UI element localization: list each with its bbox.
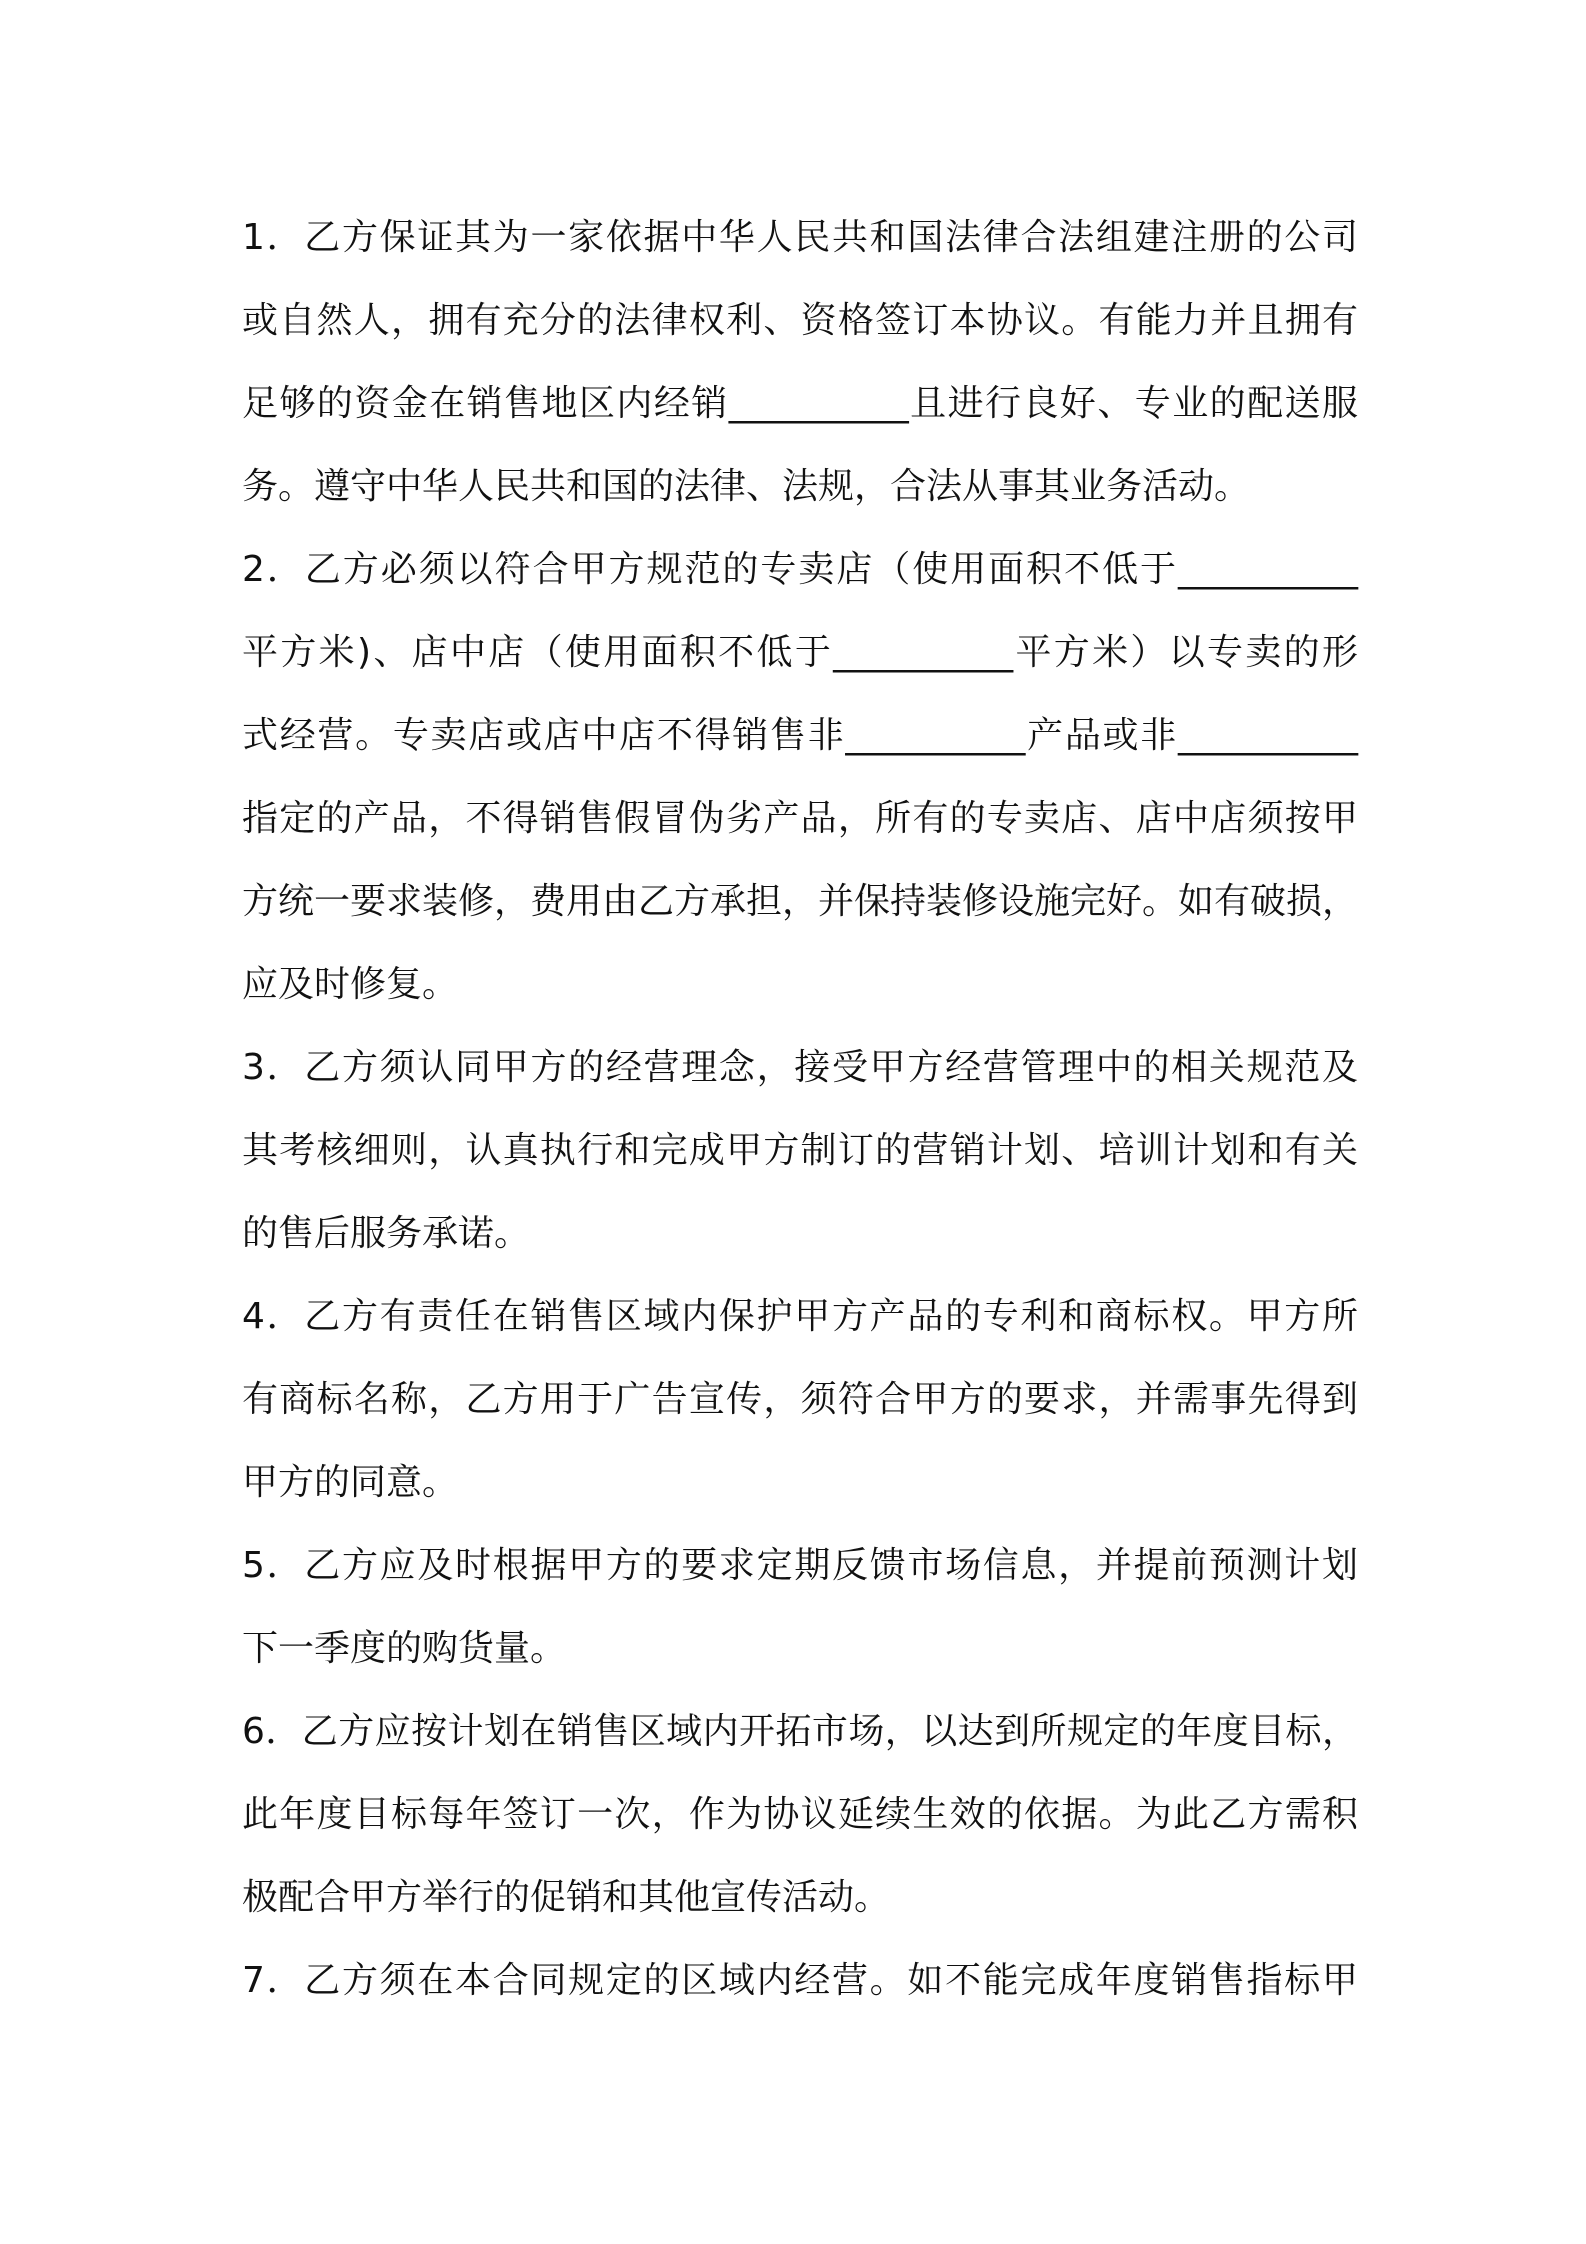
text-line: 的售后服务承诺。 <box>242 1213 531 1254</box>
text-line: 平方米)、店中店（使用面积不低于__________平方米）以专卖的形 <box>242 632 1358 673</box>
contract-body <box>242 196 1358 2022</box>
text-line: 此年度目标每年签订一次，作为协议延续生效的依据。为此乙方需积 <box>242 1794 1358 1835</box>
text-line: 极配合甲方举行的促销和其他宣传活动。 <box>242 1877 891 1918</box>
text-line: 指定的产品，不得销售假冒伪劣产品，所有的专卖店、店中店须按甲 <box>242 798 1358 839</box>
text-line: 2．乙方必须以符合甲方规范的专卖店（使用面积不低于__________ <box>242 549 1358 590</box>
text-line: 或自然人，拥有充分的法律权利、资格签订本协议。有能力并且拥有 <box>242 300 1358 341</box>
text-line: 5．乙方应及时根据甲方的要求定期反馈市场信息，并提前预测计划 <box>242 1545 1358 1586</box>
text-line: 务。遵守中华人民共和国的法律、法规，合法从事其业务活动。 <box>242 466 1251 507</box>
text-line: 足够的资金在销售地区内经销__________且进行良好、专业的配送服 <box>242 383 1358 424</box>
text-line: 甲方的同意。 <box>242 1462 459 1503</box>
text-line: 4．乙方有责任在销售区域内保护甲方产品的专利和商标权。甲方所 <box>242 1296 1358 1337</box>
text-line: 其考核细则，认真执行和完成甲方制订的营销计划、培训计划和有关 <box>242 1130 1358 1171</box>
text-line: 7．乙方须在本合同规定的区域内经营。如不能完成年度销售指标甲 <box>242 1960 1358 2001</box>
text-line: 1．乙方保证其为一家依据中华人民共和国法律合法组建注册的公司 <box>242 217 1358 258</box>
text-line: 下一季度的购货量。 <box>242 1628 567 1669</box>
text-line: 式经营。专卖店或店中店不得销售非__________产品或非__________ <box>242 715 1358 756</box>
text-line: 6．乙方应按计划在销售区域内开拓市场，以达到所规定的年度目标， <box>242 1711 1358 1752</box>
text-line: 有商标名称，乙方用于广告宣传，须符合甲方的要求，并需事先得到 <box>242 1379 1358 1420</box>
text-line: 方统一要求装修，费用由乙方承担，并保持装修设施完好。如有破损， <box>242 881 1359 922</box>
text-line: 3．乙方须认同甲方的经营理念，接受甲方经营管理中的相关规范及 <box>242 1047 1358 1088</box>
text-line: 应及时修复。 <box>242 964 459 1005</box>
